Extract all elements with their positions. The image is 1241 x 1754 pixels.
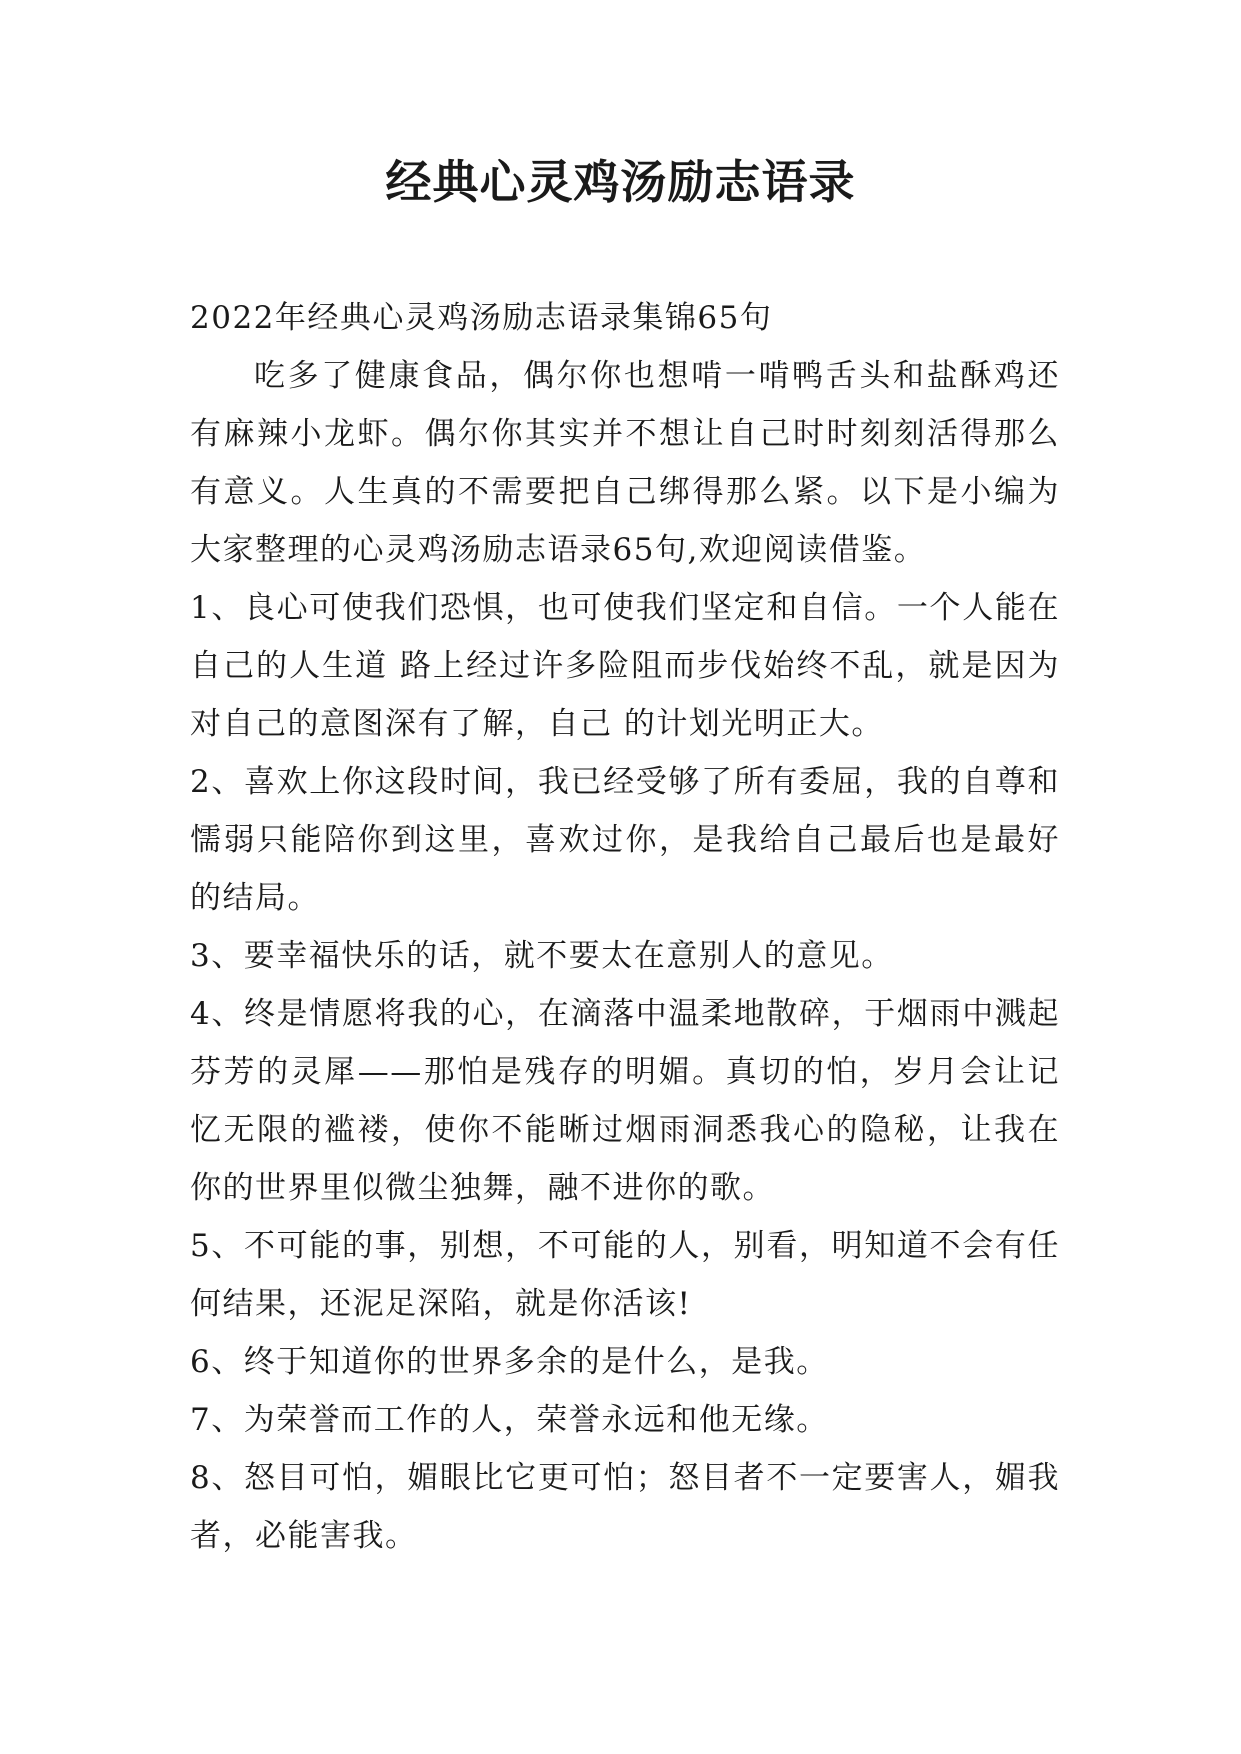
quote-item-1: 1、良心可使我们恐惧，也可使我们坚定和自信。一个人能在自己的人生道 路上经过许多险阻而步伐始终不乱，就是因为对自己的意图深有了解，自己 的计划光明正大。 bbox=[190, 590, 1060, 742]
document-title: 经典心灵鸡汤励志语录 bbox=[385, 155, 856, 209]
quote-item-2: 2、喜欢上你这段时间，我已经受够了所有委屈，我的自尊和懦弱只能陪你到这里，喜欢过你，是我给自己最后也是最好的结局。 bbox=[190, 764, 1060, 916]
intro-paragraph: 吃多了健康食品，偶尔你也想啃一啃鸭舌头和盐酥鸡还有麻辣小龙虾。偶尔你其实并不想让自己时时刻刻活得那么有意义。人生真的不需要把自己绑得那么紧。以下是小编为大家整理的心灵鸡汤励志语录65句,欢迎阅读借鉴。 bbox=[190, 358, 1060, 568]
document-subtitle: 2022年经典心灵鸡汤励志语录集锦65句 bbox=[190, 300, 773, 336]
quote-item-4: 4、终是情愿将我的心，在滴落中温柔地散碎，于烟雨中溅起芬芳的灵犀——那怕是残存的明媚。真切的怕，岁月会让记忆无限的褴褛，使你不能晰过烟雨洞悉我心的隐秘，让我在你的世界里似微尘独舞，融不进你的歌。 bbox=[190, 996, 1060, 1206]
quote-item-5: 5、不可能的事，别想，不可能的人，别看，明知道不会有任何结果，还泥足深陷，就是你活该! bbox=[190, 1228, 1060, 1322]
quote-item-8: 8、怒目可怕，媚眼比它更可怕；怒目者不一定要害人，媚我者，必能害我。 bbox=[190, 1460, 1060, 1554]
quote-item-6: 6、终于知道你的世界多余的是什么，是我。 bbox=[190, 1344, 829, 1380]
quote-item-3: 3、要幸福快乐的话，就不要太在意别人的意见。 bbox=[190, 938, 894, 974]
document-body bbox=[190, 289, 1060, 1565]
quote-item-7: 7、为荣誉而工作的人，荣誉永远和他无缘。 bbox=[190, 1402, 829, 1438]
